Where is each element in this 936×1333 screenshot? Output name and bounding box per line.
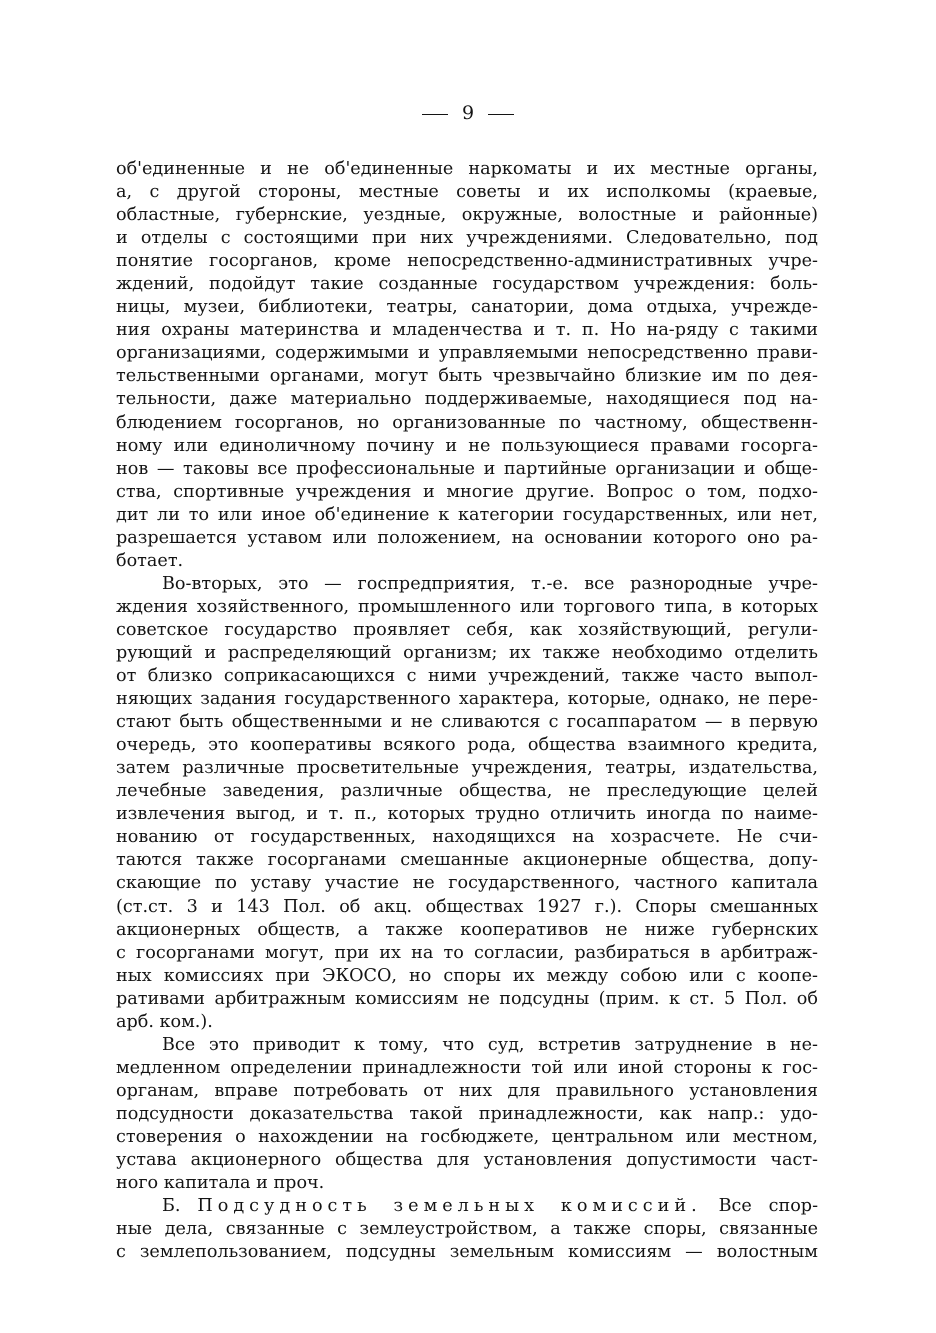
text-line: рующий и распределяющий организм; их также необходимо отделить xyxy=(116,642,818,663)
text-line: блюдением госорганов, но организованные по частному, общественн- xyxy=(116,412,818,433)
dash-right xyxy=(488,114,514,115)
text-line: няющих задания государственного характера, которые, однако, не пере- xyxy=(116,689,818,710)
text-line: и отделы с состоящими при них учреждениями. Следовательно, под xyxy=(116,228,818,249)
text-line: от близко соприкасающихся с ними учреждений, также часто выпол- xyxy=(116,666,818,687)
text-line: скающие по уставу участие не государственного, частного капитала xyxy=(116,873,818,894)
text-line: затем различные просветительные учреждения, театры, издательства, xyxy=(116,758,818,779)
text-line: арб. ком.). xyxy=(116,1011,213,1032)
text-line: ботает. xyxy=(116,550,184,571)
text-line: об'единенные и не об'единенные наркоматы и их местные органы, xyxy=(116,159,818,179)
text-line: разрешается уставом или положением, на основании которого оно ра- xyxy=(116,527,818,548)
text-line: с землепользованием, подсудны земельным комиссиям — волостным xyxy=(116,1242,818,1263)
section-heading-line xyxy=(116,1195,818,1218)
text-line: очередь, это кооперативы всякого рода, общества взаимного кредита, xyxy=(116,735,818,756)
text-line: извлечения выгод, и т. п., которых трудно отличить иногда по наиме- xyxy=(116,804,818,825)
text-line: организациями, содержимыми и управляемыми непосредственно прави- xyxy=(116,343,818,364)
text-line: ждения хозяйственного, промышленного или торгового типа, в которых xyxy=(116,596,818,617)
text-line: лечебные заведения, различные общества, не преследующие целей xyxy=(116,781,818,802)
text-line: стоверения о нахождении на госбюджете, центральном или местном, xyxy=(116,1126,818,1147)
text-line: медленном определении принадлежности той или иной стороны к гос- xyxy=(116,1057,818,1078)
text-line: областные, губернские, уездные, окружные, волостные и районные) xyxy=(116,205,818,226)
text-line: а, с другой стороны, местные советы и их исполкомы (краевые, xyxy=(116,182,818,203)
text-line: ного капитала и проч. xyxy=(116,1173,325,1194)
dash-left xyxy=(422,114,448,115)
text-line: ния охраны материнства и младенчества и т. п. Но на-ряду с такими xyxy=(116,320,818,341)
section-prefix: Б. xyxy=(162,1196,181,1217)
page-number xyxy=(0,102,936,124)
text-line: стают быть общественными и не сливаются с госаппаратом — в первую xyxy=(116,712,818,733)
text-line: тельности, даже материально поддерживаемые, находящиеся под на- xyxy=(116,389,818,410)
text-line: ные дела, связанные с землеустройством, а также споры, связанные xyxy=(116,1219,818,1240)
text-line: понятие госорганов, кроме непосредственно-административных учре- xyxy=(116,251,818,272)
text-line: органам, вправе потребовать от них для правильного установления xyxy=(116,1080,818,1101)
text-line: тельственными органами, могут быть чрезвычайно близкие им по дея- xyxy=(116,366,818,387)
text-line: дит ли то или иное об'единение к категории государственных, или нет, xyxy=(116,504,818,525)
body-text xyxy=(116,158,818,1264)
text-line: ждений, подойдут такие созданные государством учреждения: боль- xyxy=(116,274,818,295)
text-line: с госорганами могут, при их на то согласии, разбираться в арбитраж- xyxy=(116,942,818,963)
text-line: (ст.ст. 3 и 143 Пол. об акц. обществах 1927 г.). Споры смешанных xyxy=(116,896,818,917)
text-line: Все это приводит к тому, что суд, встретив затруднение в не- xyxy=(162,1034,818,1055)
text-line: ных комиссиях при ЭКОСО, но споры их между собою или с коопе- xyxy=(116,965,818,986)
text-line: советское государство проявляет себя, как хозяйствующий, регули- xyxy=(116,619,818,640)
text-line: таются также госорганами смешанные акционерные общества, допу- xyxy=(116,850,818,871)
text-line: Во-вторых, это — госпредприятия, т.-е. все разнородные учре- xyxy=(162,573,818,594)
text-line: ному или единоличному почину и не пользующиеся правами госорга- xyxy=(116,435,818,456)
text-line: нов — таковы все профессиональные и партийные организации и обще- xyxy=(116,458,818,479)
section-heading: Подсудность земельных комиссий. xyxy=(197,1196,702,1217)
text-line: ства, спортивные учреждения и многие другие. Вопрос о том, подхо- xyxy=(116,481,818,502)
section-first-line-rest: Все спор- xyxy=(718,1196,818,1217)
text-line: устава акционерного общества для установления допустимости част- xyxy=(116,1150,818,1171)
text-line: ницы, музеи, библиотеки, театры, санатории, дома отдыха, учрежде- xyxy=(116,297,818,318)
text-line: нованию от государственных, находящихся на хозрасчете. Не счи- xyxy=(116,827,818,848)
text-line: акционерных обществ, а также кооперативов не ниже губернских xyxy=(116,919,818,940)
page-number-value: 9 xyxy=(461,102,475,124)
text-line: подсудности доказательства такой принадлежности, как напр.: удо- xyxy=(116,1103,818,1124)
text-line: ративами арбитражным комиссиям не подсудны (прим. к ст. 5 Пол. об xyxy=(116,988,818,1009)
